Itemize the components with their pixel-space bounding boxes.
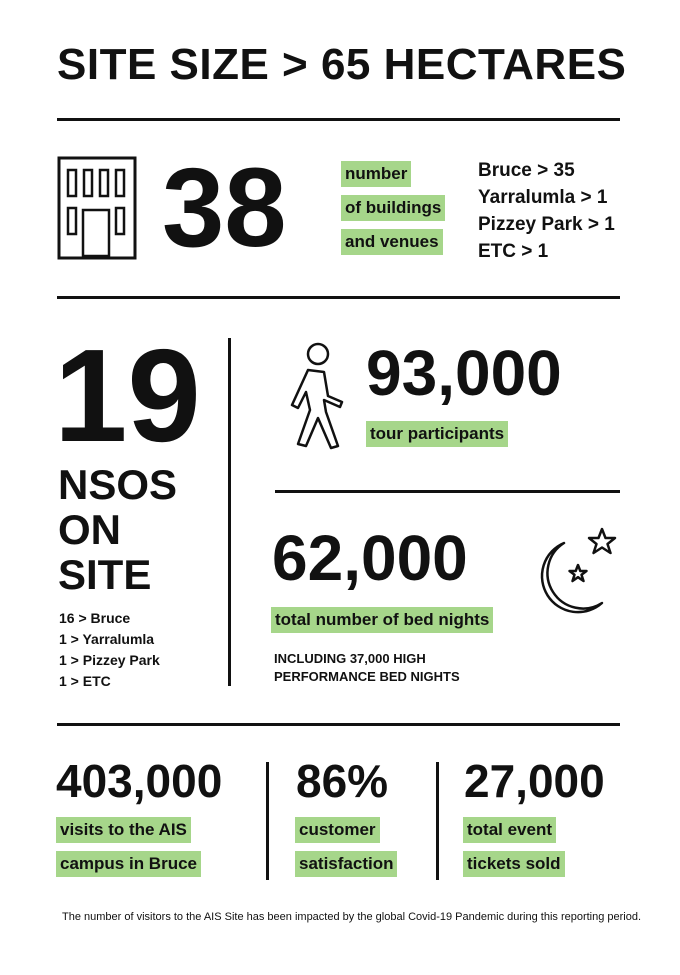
buildings-label-line-3: and venues bbox=[341, 229, 443, 255]
footnote: The number of visitors to the AIS Site has been impacted by the global Covid-19 Pandemic during this reporting period. bbox=[62, 911, 642, 923]
bed-nights-note-line: INCLUDING 37,000 HIGH bbox=[274, 651, 426, 666]
bed-nights-note-line: PERFORMANCE BED NIGHTS bbox=[274, 669, 460, 684]
visits-label-line-1: visits to the AIS bbox=[56, 817, 191, 843]
walking-person-icon bbox=[276, 342, 352, 454]
buildings-label-line-2: of buildings bbox=[341, 195, 445, 221]
list-item: 1 > Yarralumla bbox=[59, 631, 155, 647]
buildings-label-line-1: number bbox=[341, 161, 411, 187]
nsos-label-line: SITE bbox=[58, 551, 152, 598]
satisfaction-label-line-1: customer bbox=[295, 817, 380, 843]
divider-vertical bbox=[228, 338, 231, 686]
list-item: Bruce > 35 bbox=[478, 160, 575, 181]
tours-count: 93,000 bbox=[366, 337, 562, 409]
list-item: 1 > ETC bbox=[59, 673, 111, 689]
tickets-count: 27,000 bbox=[464, 755, 605, 807]
buildings-breakdown bbox=[478, 157, 615, 265]
tickets-label-line-1: total event bbox=[463, 817, 556, 843]
divider-vertical-3 bbox=[436, 762, 439, 880]
divider-vertical-2 bbox=[266, 762, 269, 880]
bed-nights-label: total number of bed nights bbox=[271, 607, 493, 633]
divider-inner bbox=[275, 490, 620, 493]
bed-nights-note bbox=[274, 650, 460, 686]
list-item: 1 > Pizzey Park bbox=[59, 652, 160, 668]
nsos-label-line: ON bbox=[58, 506, 121, 553]
divider-middle bbox=[57, 296, 620, 299]
buildings-count: 38 bbox=[162, 145, 287, 270]
building-icon bbox=[57, 156, 137, 260]
list-item: Yarralumla > 1 bbox=[478, 187, 608, 208]
nsos-breakdown bbox=[59, 608, 160, 692]
moon-stars-icon bbox=[536, 525, 622, 617]
divider-top bbox=[57, 118, 620, 121]
visits-count: 403,000 bbox=[56, 755, 223, 807]
list-item: ETC > 1 bbox=[478, 241, 549, 262]
nsos-count: 19 bbox=[54, 322, 201, 469]
list-item: 16 > Bruce bbox=[59, 610, 131, 626]
divider-bottom bbox=[57, 723, 620, 726]
page-title: SITE SIZE > 65 HECTARES bbox=[57, 40, 627, 89]
tours-label: tour participants bbox=[366, 421, 508, 447]
satisfaction-count: 86% bbox=[296, 755, 389, 807]
satisfaction-label-line-2: satisfaction bbox=[295, 851, 397, 877]
visits-label-line-2: campus in Bruce bbox=[56, 851, 201, 877]
nsos-label-line: NSOS bbox=[58, 461, 178, 508]
tickets-label-line-2: tickets sold bbox=[463, 851, 565, 877]
list-item: Pizzey Park > 1 bbox=[478, 214, 615, 235]
nsos-label bbox=[58, 462, 177, 597]
bed-nights-count: 62,000 bbox=[272, 522, 468, 594]
